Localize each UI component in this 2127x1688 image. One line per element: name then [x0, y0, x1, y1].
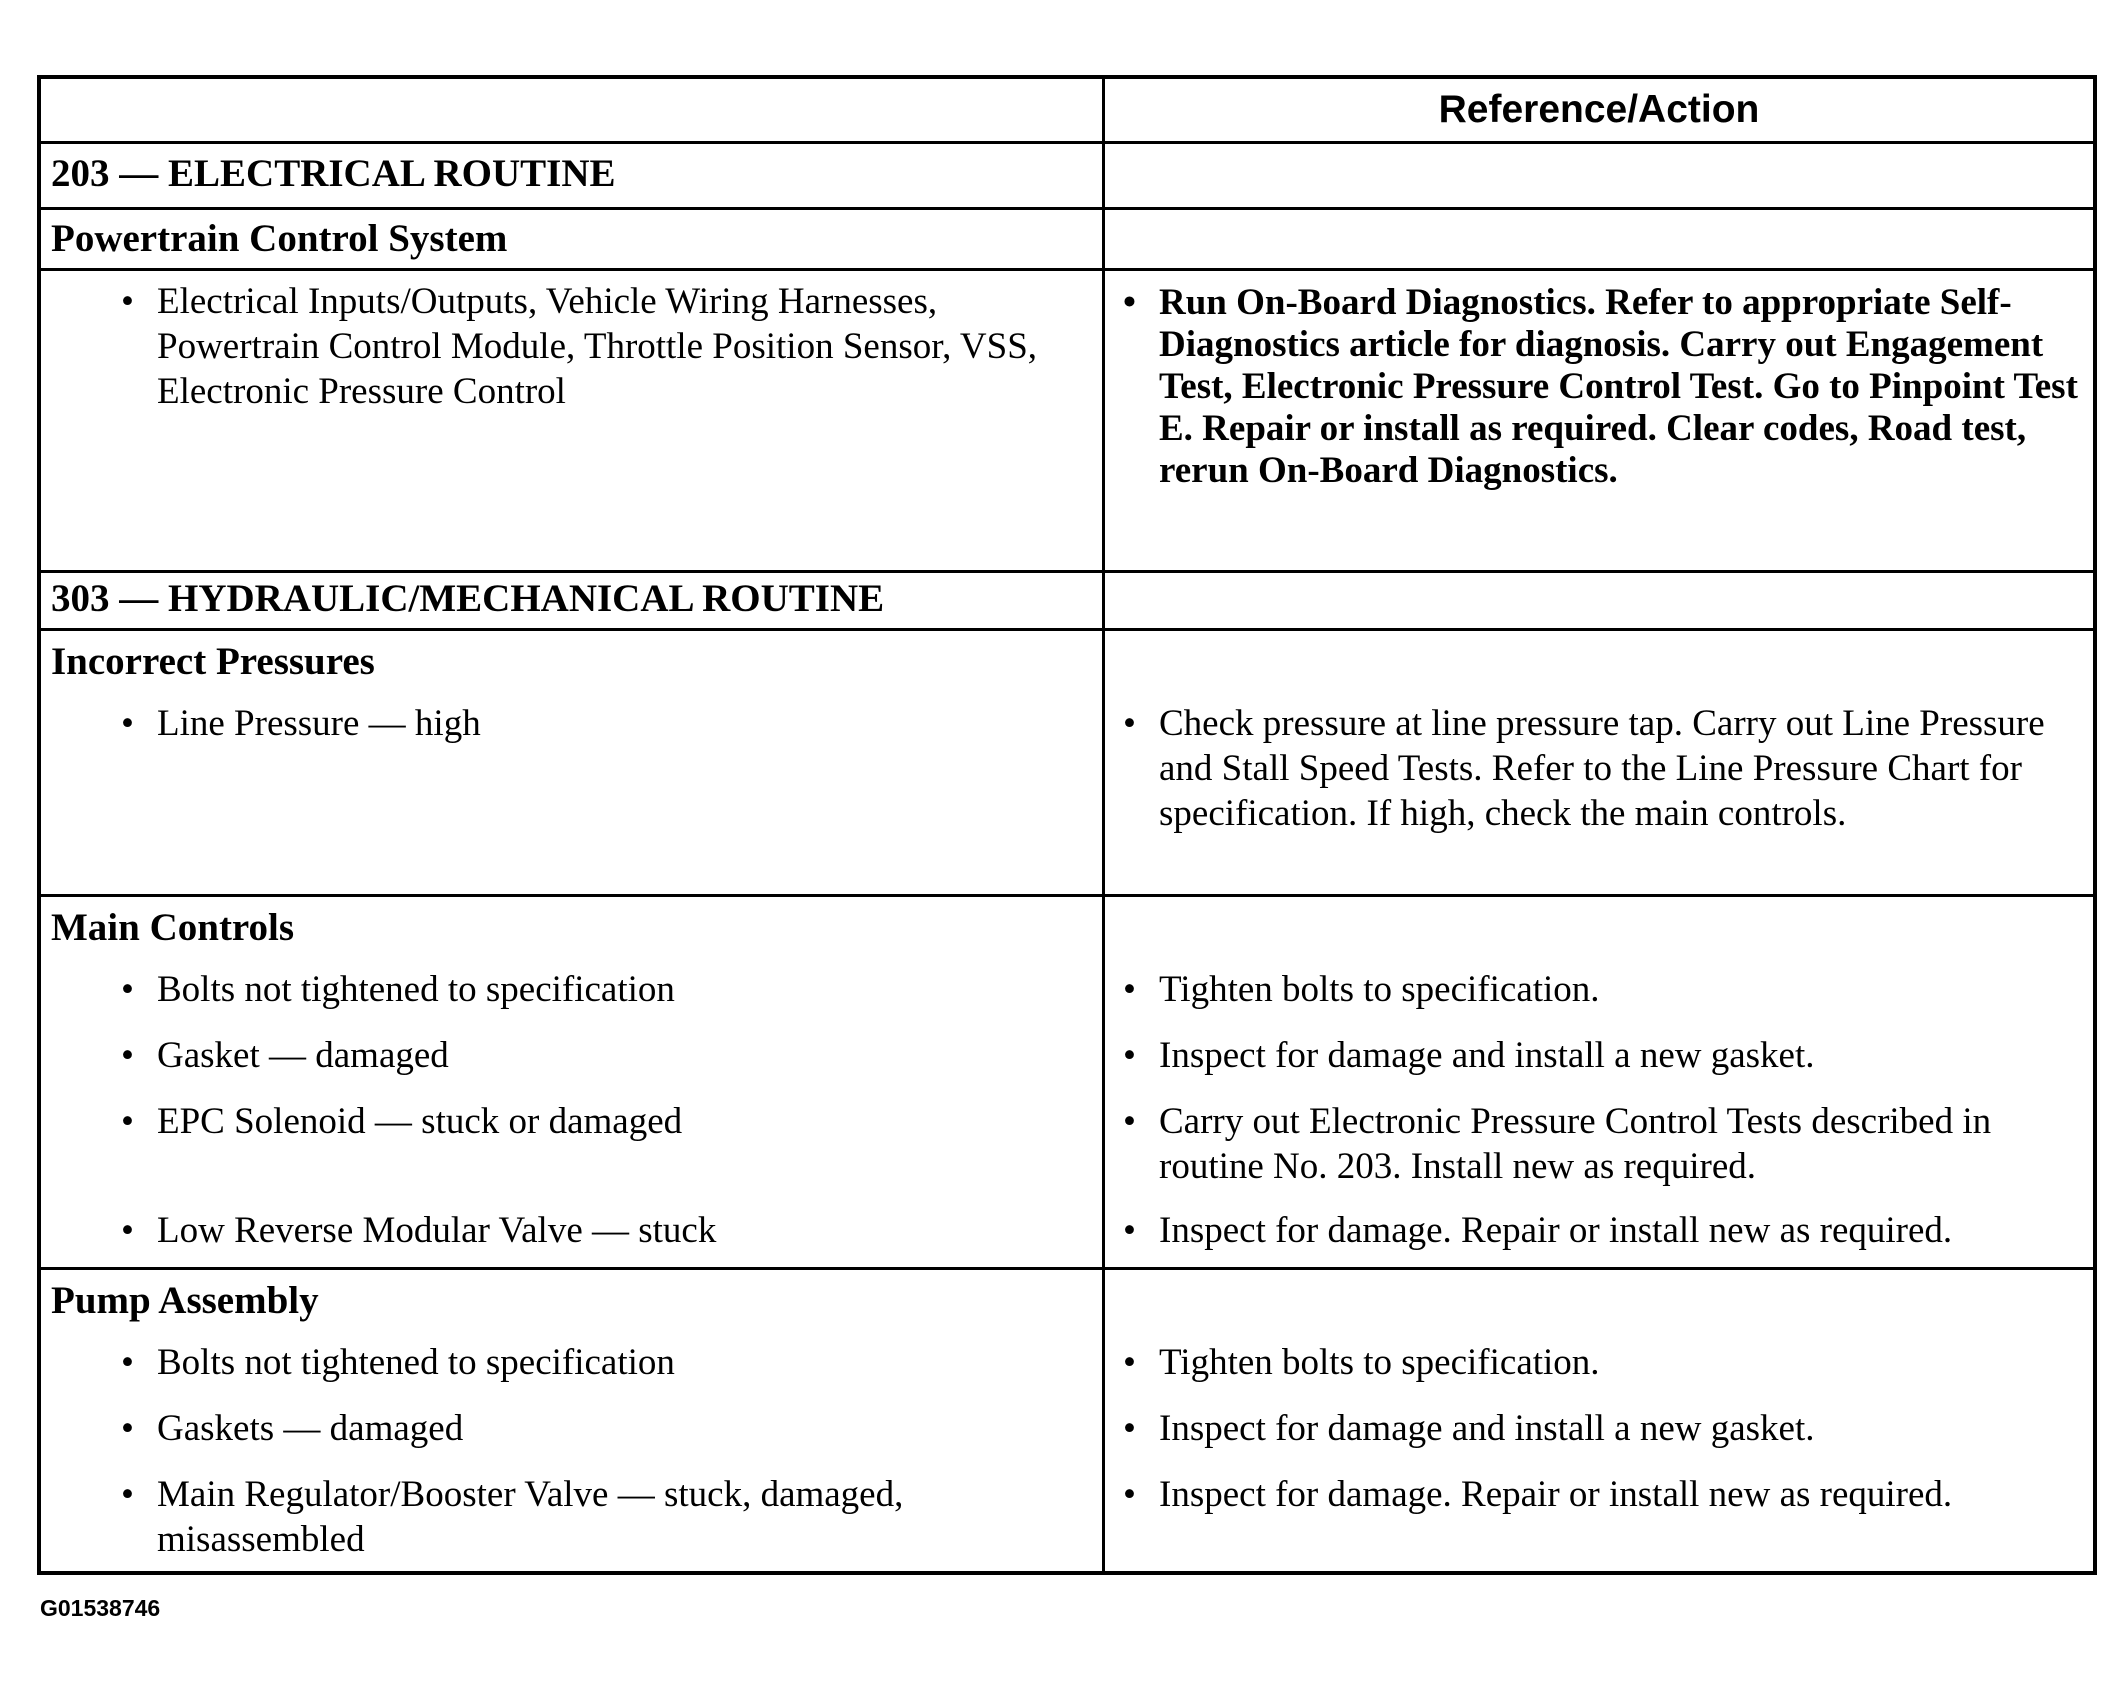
- condition-text: Gaskets — damaged: [157, 1408, 464, 1449]
- bullet-icon: •: [1123, 703, 1136, 744]
- list-item: [1123, 1406, 2098, 1451]
- row-divider: [41, 268, 2093, 271]
- bullet-icon: •: [121, 1408, 134, 1449]
- action-text: Tighten bolts to specification.: [1159, 969, 1600, 1010]
- reference-action-header: Reference/Action: [1438, 88, 1760, 131]
- action-text: Inspect for damage. Repair or install new as required.: [1159, 1474, 1953, 1515]
- row-divider: [41, 1267, 2093, 1270]
- condition-text: Main Regulator/Booster Valve — stuck, damaged, misassembled: [157, 1474, 904, 1560]
- routine-303-title: 303 — HYDRAULIC/MECHANICAL ROUTINE: [51, 577, 885, 620]
- action-text: Check pressure at line pressure tap. Carry out Line Pressure and Stall Speed Tests. Refer to the Line Pressure Chart for specification. If high, check the main controls.: [1159, 703, 2045, 834]
- action-text: Tighten bolts to specification.: [1159, 1342, 1600, 1383]
- powertrain-action: [1123, 282, 2098, 492]
- list-item: [1123, 1208, 2098, 1253]
- bullet-icon: •: [121, 1474, 134, 1515]
- bullet-icon: •: [1123, 1210, 1136, 1251]
- row-divider: [41, 894, 2093, 897]
- list-item: [121, 701, 1096, 746]
- list-item: [1123, 967, 2098, 1012]
- bullet-icon: •: [121, 1035, 134, 1076]
- column-divider: [1102, 79, 1105, 1571]
- list-item: [1123, 1472, 2098, 1517]
- condition-text: Gasket — damaged: [157, 1035, 449, 1076]
- row-divider: [41, 141, 2093, 144]
- bullet-icon: •: [1123, 1408, 1136, 1449]
- list-item: [1123, 701, 2098, 836]
- list-item: [1123, 1033, 2098, 1078]
- figure-id-caption: G01538746: [40, 1595, 161, 1621]
- action-text: Inspect for damage and install a new gasket.: [1159, 1408, 1815, 1449]
- condition-text: Bolts not tightened to specification: [157, 1342, 675, 1383]
- list-item: [121, 1340, 1096, 1385]
- routine-203-title: 203 — ELECTRICAL ROUTINE: [51, 152, 616, 195]
- bullet-icon: •: [1123, 1035, 1136, 1076]
- condition-text: Electrical Inputs/Outputs, Vehicle Wiring Harnesses, Powertrain Control Module, Throttle Position Sensor, VSS, Electronic Pressure Control: [157, 281, 1038, 412]
- list-item: [121, 1406, 1096, 1451]
- bullet-icon: •: [121, 969, 134, 1010]
- bullet-icon: •: [121, 281, 134, 322]
- incorrect-pressures-title: Incorrect Pressures: [51, 640, 375, 683]
- action-text: Inspect for damage and install a new gasket.: [1159, 1035, 1815, 1076]
- bullet-icon: •: [1123, 1101, 1136, 1142]
- list-item: [121, 967, 1096, 1012]
- list-item: [1123, 1099, 2098, 1189]
- bullet-icon: •: [1123, 1474, 1136, 1515]
- pump-assembly-title: Pump Assembly: [51, 1279, 319, 1322]
- condition-text: Line Pressure — high: [157, 703, 481, 744]
- diagnosis-table: [37, 75, 2097, 1575]
- bullet-icon: •: [121, 1210, 134, 1251]
- bullet-icon: •: [121, 1101, 134, 1142]
- list-item: [121, 1208, 1096, 1253]
- condition-text: Low Reverse Modular Valve — stuck: [157, 1210, 717, 1251]
- list-item: [1123, 1340, 2098, 1385]
- list-item: [121, 1472, 1096, 1562]
- bullet-icon: •: [1123, 969, 1136, 1010]
- powertrain-section-title: Powertrain Control System: [51, 217, 508, 260]
- list-item: [121, 1033, 1096, 1078]
- list-item: [121, 1099, 1096, 1144]
- bullet-icon: •: [121, 703, 134, 744]
- condition-text: Bolts not tightened to specification: [157, 969, 675, 1010]
- action-text: Run On-Board Diagnostics. Refer to appropriate Self-Diagnostics article for diagnosis. Carry out Engagement Test, Electronic Pressure Control Test. Go to Pinpoint Test E. Repair or install as required. Clear codes, Road test, rerun On-Board Diagnostics.: [1159, 282, 2078, 491]
- main-controls-title: Main Controls: [51, 906, 295, 949]
- powertrain-condition: [121, 279, 1096, 414]
- row-divider: [41, 628, 2093, 631]
- bullet-icon: •: [121, 1342, 134, 1383]
- bullet-icon: •: [1123, 282, 1136, 323]
- row-divider: [41, 207, 2093, 210]
- action-text: Inspect for damage. Repair or install new as required.: [1159, 1210, 1953, 1251]
- row-divider: [41, 570, 2093, 573]
- bullet-icon: •: [1123, 1342, 1136, 1383]
- action-text: Carry out Electronic Pressure Control Tests described in routine No. 203. Install new as required.: [1159, 1101, 1992, 1187]
- condition-text: EPC Solenoid — stuck or damaged: [157, 1101, 683, 1142]
